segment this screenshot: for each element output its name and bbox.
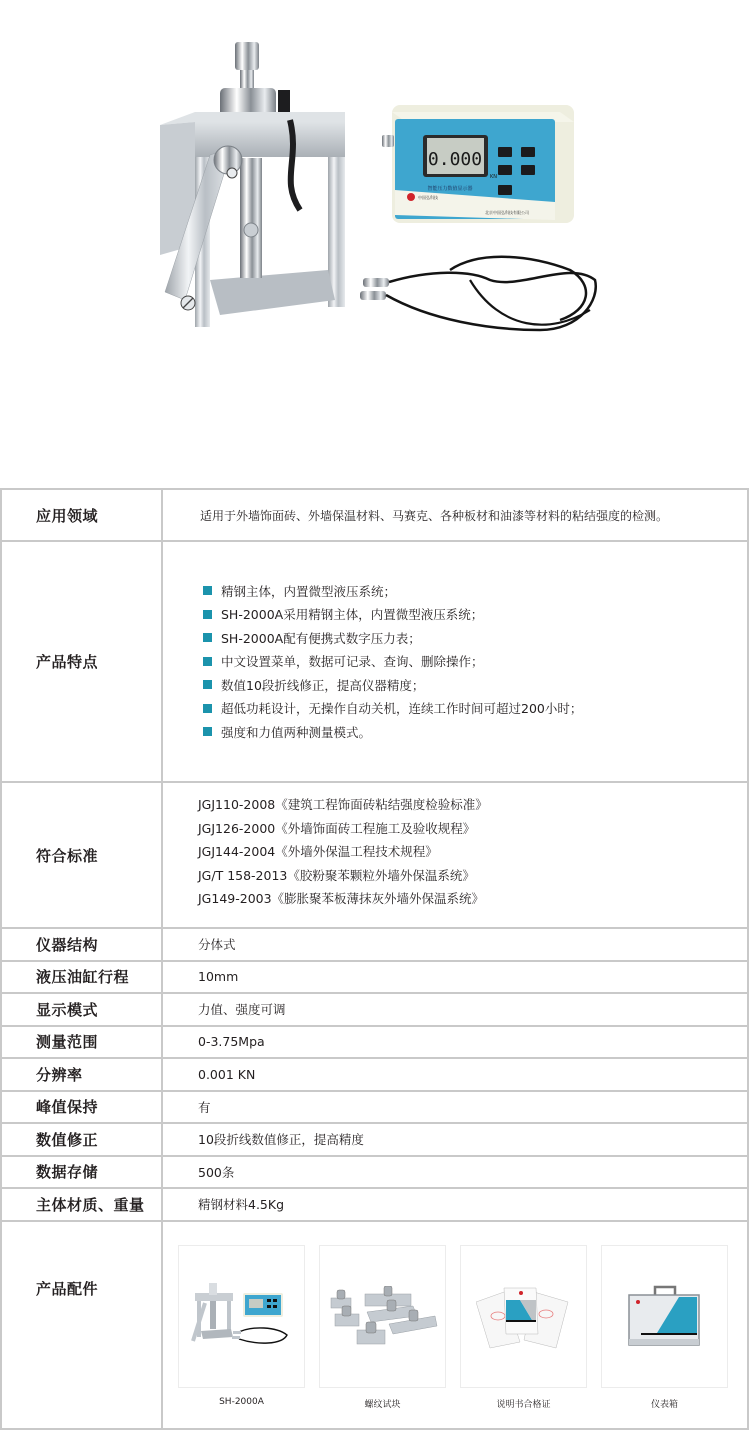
row-label: 测量范围 [2, 1027, 163, 1058]
accessory-label: 仪表箱 [650, 1399, 678, 1410]
row-label: 数值修正 [2, 1124, 163, 1155]
list-item: 数值10段折线修正，提高仪器精度； [203, 673, 582, 697]
accessory-image-tester [178, 1245, 305, 1388]
accessory-label: SH-2000A [219, 1396, 264, 1407]
row-value: 0-3.75Mpa [198, 1034, 265, 1050]
list-item: JG149-2003《膨胀聚苯板薄抹灰外墙外保温系统》 [198, 891, 485, 906]
square-bullet-icon [203, 657, 212, 666]
digital-pressure-gauge [382, 105, 574, 223]
list-item: 中文设置菜单，数据可记录、查询、删除操作； [203, 650, 582, 674]
feature-list [203, 579, 582, 744]
row-correction [0, 1124, 749, 1157]
accessory-image-instrument-case [601, 1245, 728, 1388]
list-item: JG/T 158-2013《胶粉聚苯颗粒外墙外保温系统》 [198, 867, 475, 883]
pull-tester-illustration [150, 30, 600, 350]
list-item: SH-2000A配有便携式数字压力表； [203, 626, 582, 650]
accessory-label: 说明书合格证 [496, 1399, 551, 1410]
row-peak-hold [0, 1092, 749, 1125]
row-value: 500条 [198, 1164, 235, 1180]
manual-certificate-icon [476, 1284, 571, 1349]
row-value: 有 [198, 1099, 211, 1115]
row-label: 分辨率 [2, 1059, 163, 1090]
test-blocks-icon [325, 1286, 440, 1346]
row-value [163, 542, 747, 781]
accessory-grid [178, 1245, 728, 1410]
list-item: 精钢主体，内置微型液压系统； [203, 579, 582, 603]
tester-thumbnail-icon [187, 1281, 297, 1351]
row-application [0, 490, 749, 542]
svg-text:北京中国弘科技有限公司: 北京中国弘科技有限公司 [485, 210, 529, 215]
accessory-card [460, 1245, 587, 1410]
row-label: 主体材质、重量 [2, 1189, 163, 1220]
accessory-card [178, 1245, 305, 1410]
row-label: 仪器结构 [2, 929, 163, 960]
row-label: 应用领域 [2, 490, 163, 540]
svg-text:智能压力数值显示器: 智能压力数值显示器 [427, 186, 473, 192]
square-bullet-icon [203, 704, 212, 713]
accessory-image-test-blocks [319, 1245, 446, 1388]
svg-text:0.000: 0.000 [427, 149, 483, 170]
square-bullet-icon [203, 586, 212, 595]
accessory-card [601, 1245, 728, 1410]
row-value [163, 783, 747, 927]
accessory-card [319, 1245, 446, 1410]
accessory-image-manual-certificate [460, 1245, 587, 1388]
row-label: 显示模式 [2, 994, 163, 1025]
instrument-case-icon [627, 1285, 702, 1347]
row-standards [0, 783, 749, 929]
list-item: 超低功耗设计，无操作自动关机，连续工作时间可超过200小时； [203, 697, 582, 721]
row-label: 符合标准 [2, 783, 163, 927]
square-bullet-icon [203, 610, 212, 619]
list-item: SH-2000A采用精钢主体，内置微型液压系统； [203, 603, 582, 627]
accessory-label: 螺纹试块 [364, 1399, 401, 1410]
row-value: 力值、强度可调 [198, 1002, 286, 1018]
row-value: 10mm [198, 969, 239, 985]
square-bullet-icon [203, 680, 212, 689]
svg-text:中国弘科技: 中国弘科技 [418, 195, 438, 200]
row-label: 数据存储 [2, 1157, 163, 1188]
row-structure [0, 929, 749, 962]
product-hero-image [0, 0, 750, 488]
row-display-mode [0, 994, 749, 1027]
list-item: JGJ144-2004《外墙外保温工程技术规程》 [198, 844, 438, 859]
row-features [0, 542, 749, 783]
row-storage [0, 1157, 749, 1190]
row-accessories [0, 1222, 749, 1430]
row-value: 精钢材料4.5Kg [198, 1197, 285, 1213]
row-value: 10段折线数值修正，提高精度 [198, 1132, 364, 1148]
svg-text:KN: KN [490, 174, 498, 180]
row-stroke [0, 962, 749, 995]
spec-table [0, 488, 749, 1430]
tester-frame [160, 42, 345, 327]
row-resolution [0, 1059, 749, 1092]
row-material-weight [0, 1189, 749, 1222]
sensor-cable [360, 257, 596, 330]
standards-list [198, 793, 488, 911]
row-label: 峰值保持 [2, 1092, 163, 1123]
row-value [163, 1222, 747, 1428]
row-label: 产品特点 [2, 542, 163, 781]
row-label: 产品配件 [2, 1222, 163, 1428]
row-value: 0.001 KN [198, 1066, 256, 1082]
list-item: JGJ110-2008《建筑工程饰面砖粘结强度检验标准》 [198, 797, 488, 812]
square-bullet-icon [203, 727, 212, 736]
row-range [0, 1027, 749, 1060]
square-bullet-icon [203, 633, 212, 642]
list-item: JGJ126-2000《外墙饰面砖工程施工及验收规程》 [198, 820, 476, 836]
row-label: 液压油缸行程 [2, 962, 163, 993]
row-value: 适用于外墙饰面砖、外墙保温材料、马赛克、各种板材和油漆等材料的粘结强度的检测。 [200, 508, 669, 523]
list-item: 强度和力值两种测量模式。 [203, 720, 582, 744]
row-value: 分体式 [198, 937, 236, 953]
